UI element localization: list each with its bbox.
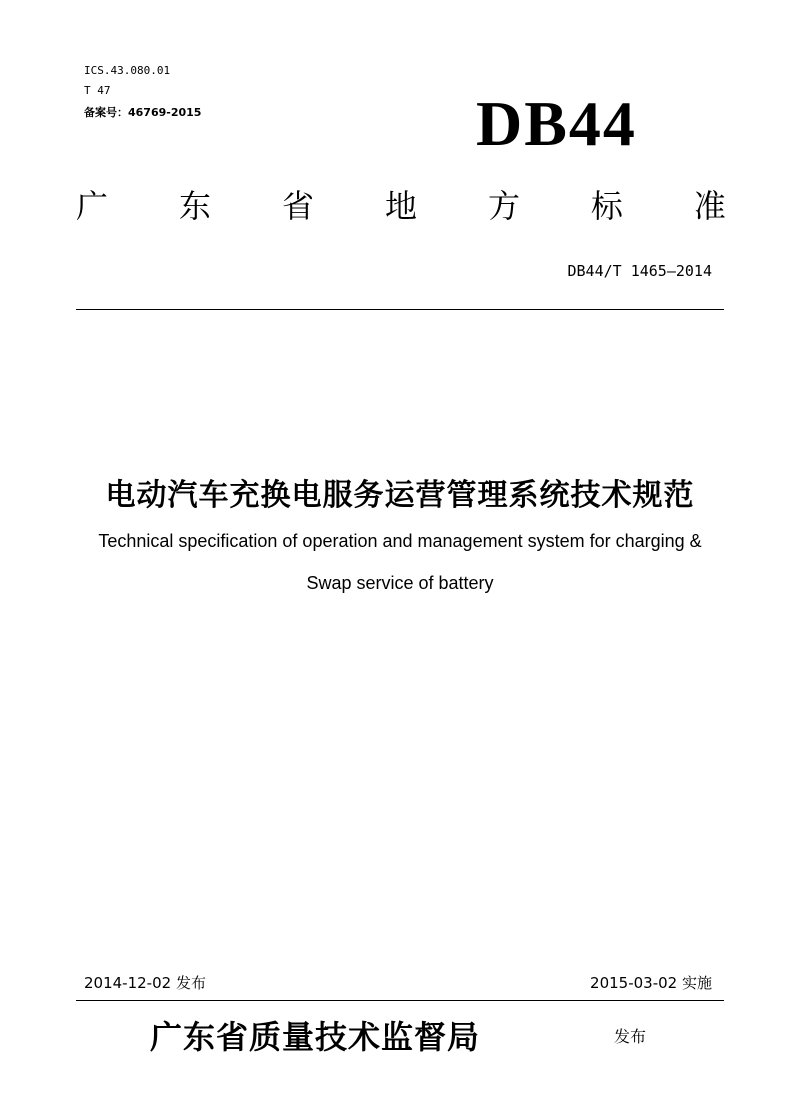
issuing-authority: 广东省质量技术监督局 (150, 1018, 481, 1056)
standard-code-logo: DB44 (476, 88, 637, 159)
standard-type-char: 方 (487, 187, 520, 225)
standard-type-char: 地 (384, 187, 417, 225)
standard-type-char: 标 (590, 187, 623, 225)
implementation-date: 2015-03-02 实施 (590, 974, 712, 992)
standard-type-char: 省 (281, 187, 314, 225)
standard-number: DB44/T 1465—2014 (567, 262, 712, 280)
standard-type-heading (76, 187, 726, 225)
standard-type-char: 东 (178, 187, 211, 225)
document-title-chinese: 电动汽车充换电服务运营管理系统技术规范 (105, 478, 695, 513)
top-divider (76, 309, 724, 310)
issuing-label: 发布 (614, 1027, 647, 1046)
issue-date: 2014-12-02 发布 (84, 974, 206, 992)
document-title-english-line1: Technical specification of operation and management system for charging & (98, 531, 702, 551)
bottom-divider (76, 1000, 724, 1001)
ics-code: ICS.43.080.01 (84, 64, 171, 77)
standard-type-char: 准 (693, 187, 726, 225)
standard-type-char: 广 (76, 187, 109, 225)
classification-code: T 47 (84, 84, 111, 97)
filing-number: 备案号：46769-2015 (84, 106, 202, 119)
document-title-english-line2: Swap service of battery (306, 573, 494, 593)
